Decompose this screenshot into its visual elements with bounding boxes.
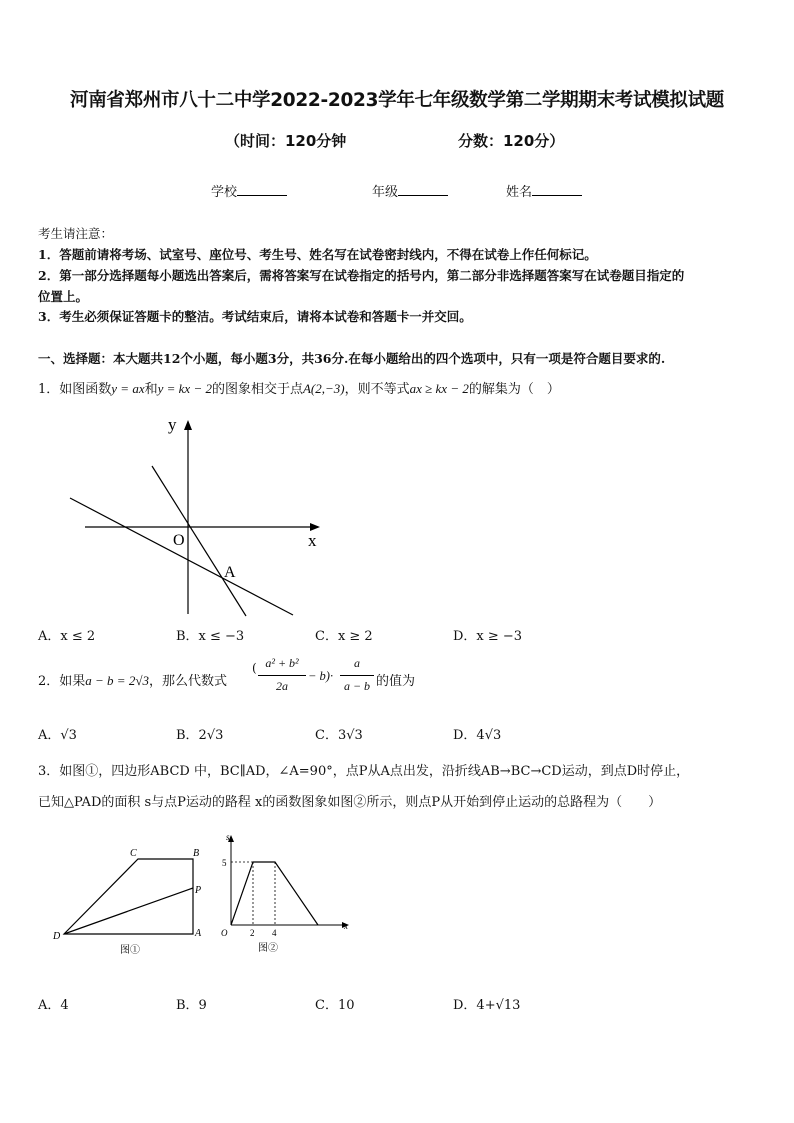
q1-graph [60, 410, 330, 620]
grade-label: 年级 [372, 185, 399, 200]
notice-item-1: 1．答题前请将考场、试室号、座位号、考生号、姓名写在试卷密封线内，不得在试卷上作任何标记。 [38, 247, 597, 262]
origin-label: O [173, 532, 185, 549]
q2-condition: a − b = 2√3 [85, 673, 149, 688]
q1-option-c[interactable]: C．x ≥ 2 [315, 629, 373, 644]
q2-frac1-num: a² + b² [265, 656, 299, 670]
q1-and: 和 [144, 382, 158, 397]
school-label: 学校 [211, 185, 238, 200]
fig1-label-d: D [53, 931, 61, 942]
q2-open-paren: ( [252, 661, 257, 675]
y-label: y [168, 415, 177, 434]
q2-frac2-den: a − b [343, 679, 371, 693]
q1-option-d[interactable]: D．x ≥ −3 [453, 629, 523, 644]
fig2-label-4: 4 [272, 928, 277, 938]
fig2-function-graph [231, 862, 318, 925]
name-field [506, 181, 582, 200]
q1-mid: 的图象相交于点 [211, 382, 303, 397]
q2-option-c[interactable]: C．3√3 [315, 728, 363, 743]
q3-option-c[interactable]: C．10 [315, 998, 355, 1013]
q1-tail: 的解集为（ ） [468, 382, 560, 397]
q2-frac1-den: 2a [276, 679, 288, 693]
fig2-label-o: O [221, 928, 228, 938]
school-field [211, 181, 287, 200]
fig2-label-s: s [226, 832, 230, 842]
fig1-label-a: A [195, 928, 202, 939]
fig2-label-5: 5 [222, 858, 227, 868]
q2-number: 2．如果 [38, 674, 86, 689]
grade-blank [398, 183, 448, 196]
q2-mid: ，那么代数式 [148, 674, 227, 689]
q2-frac1-bar [258, 675, 306, 676]
time-limit: （时间：120分钟 [225, 132, 347, 150]
x-axis-arrow [310, 523, 320, 531]
section-heading: 一、选择题：本大题共12个小题，每小题3分，共36分.在每小题给出的四个选项中，只有一项是符合题目要求的. [38, 351, 666, 366]
q1-option-a[interactable]: A．x ≤ 2 [38, 629, 96, 644]
y-axis-arrow [184, 420, 192, 430]
grade-field [372, 181, 448, 200]
q1-option-b[interactable]: B．x ≤ −3 [176, 629, 245, 644]
line-y-kx-2 [152, 466, 246, 616]
line-y-ax [70, 498, 293, 615]
fig2-label-x: x [344, 921, 348, 931]
total-score: 分数：120分） [458, 132, 565, 150]
quadrilateral-abcd [64, 859, 193, 934]
notice-item-2a: 2．第一部分选择题每小题选出答案后，需将答案写在试卷指定的括号内，第二部分非选择题答案写在试卷题目指定的 [38, 268, 685, 283]
q3-figure-2 [218, 828, 358, 962]
q2-tail: 的值为 [376, 674, 416, 689]
q3-option-a[interactable]: A．4 [38, 998, 69, 1013]
question-1-stem [38, 378, 560, 397]
question-3-line-1: 3．如图①，四边形ABCD 中，BC∥AD，∠A=90°，点P从A点出发，沿折线AB→BC→CD运动，到点D时停止， [38, 764, 690, 779]
question-3-line-2: 已知△PAD的面积 s与点P运动的路程 x的函数图象如图②所示，则点P从开始到停止运动的总路程为（ ） [38, 795, 662, 810]
segment-dp [64, 888, 193, 934]
q1-function-1: y = ax [111, 381, 145, 396]
school-blank [237, 183, 287, 196]
notice-item-2b: 位置上。 [38, 289, 89, 304]
q3-option-b[interactable]: B．9 [176, 998, 207, 1013]
question-2-pre [38, 670, 227, 689]
q2-option-d[interactable]: D．4√3 [453, 728, 502, 743]
q2-option-a[interactable]: A．√3 [38, 728, 77, 743]
q1-ineq-pre: ，则不等式 [344, 382, 410, 397]
name-blank [532, 183, 582, 196]
fig1-label-c: C [130, 848, 137, 859]
fig1-label-b: B [193, 848, 200, 859]
page-title: 河南省郑州市八十二中学2022-2023学年七年级数学第二学期期末考试模拟试题 [70, 90, 724, 111]
fig2-caption: 图② [258, 943, 278, 954]
notice-item-3: 3．考生必须保证答题卡的整洁。考试结束后，请将本试卷和答题卡一并交回。 [38, 309, 472, 324]
q3-option-d[interactable]: D．4+√13 [453, 998, 521, 1013]
name-label: 姓名 [506, 185, 533, 200]
q1-inequality: ax ≥ kx − 2 [409, 381, 469, 396]
q1-number: 1．如图函数 [38, 382, 112, 397]
q2-frac2-bar [340, 675, 374, 676]
q2-minus-b: − b)· [308, 669, 334, 683]
q2-frac2-num: a [354, 656, 360, 670]
fig1-label-p: P [195, 885, 202, 896]
fig2-label-2: 2 [250, 928, 255, 938]
q1-point: A(2,−3) [302, 381, 345, 396]
q2-option-b[interactable]: B．2√3 [176, 728, 224, 743]
fig1-caption: 图① [120, 945, 140, 956]
q3-figure-1 [48, 842, 218, 962]
notice-heading: 考生请注意： [38, 226, 114, 241]
point-a-label: A [224, 564, 236, 581]
q1-function-2: y = kx − 2 [157, 381, 212, 396]
x-label: x [308, 531, 317, 550]
